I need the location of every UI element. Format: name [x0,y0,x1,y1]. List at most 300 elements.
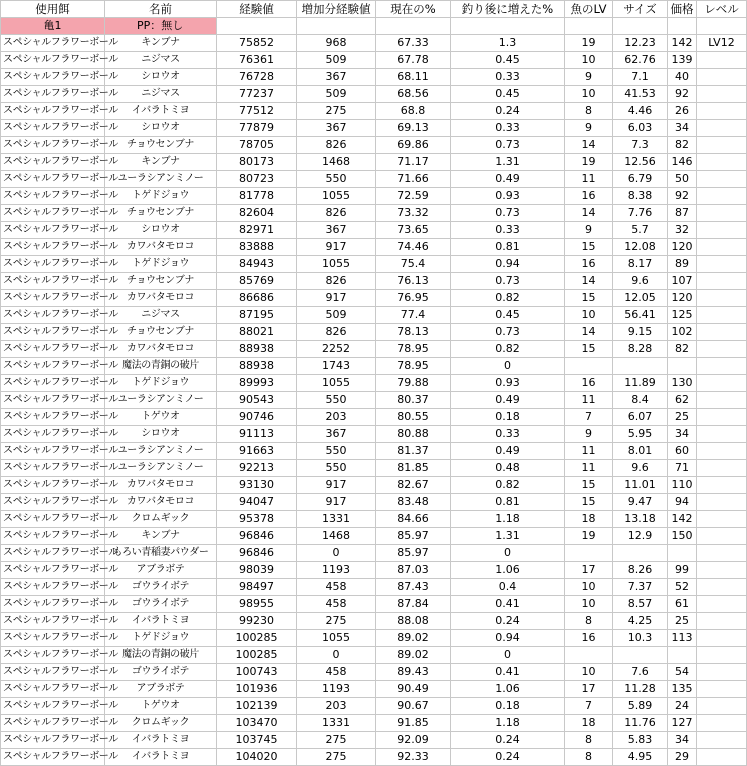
cell-exp-gain[interactable]: 1331 [297,511,376,528]
cell-pct-increase[interactable]: 0.24 [451,103,565,120]
cell-price[interactable]: 102 [668,324,697,341]
cell-name[interactable]: ニジマス [105,86,217,103]
cell-exp-gain[interactable]: 275 [297,732,376,749]
cell-bait[interactable]: スペシャルフラワーボール [1,749,105,766]
cell-exp-gain[interactable]: 1331 [297,715,376,732]
cell-current-pct[interactable]: 88.08 [376,613,451,630]
cell-size[interactable]: 9.47 [613,494,668,511]
cell-fish-lv[interactable]: 15 [565,341,613,358]
cell-level[interactable] [697,443,747,460]
cell-fish-lv[interactable]: 18 [565,511,613,528]
cell-exp[interactable]: 103745 [217,732,297,749]
cell-price[interactable] [668,545,697,562]
cell-exp[interactable]: 83888 [217,239,297,256]
header-cell-exp[interactable]: 経験値 [217,1,297,18]
cell-price[interactable]: 32 [668,222,697,239]
cell-price[interactable]: 29 [668,749,697,766]
cell-bait[interactable]: スペシャルフラワーボール [1,205,105,222]
cell-name[interactable]: カワバタモロコ [105,290,217,307]
cell-fish-lv[interactable]: 14 [565,205,613,222]
cell-fish-lv[interactable]: 19 [565,528,613,545]
cell-level[interactable] [697,409,747,426]
cell-name[interactable]: カワバタモロコ [105,477,217,494]
cell-size[interactable]: 12.56 [613,154,668,171]
cell-name[interactable]: もろい青稲妻パウダー [105,545,217,562]
cell-level[interactable] [697,205,747,222]
cell-current-pct[interactable]: 73.65 [376,222,451,239]
cell-size[interactable]: 41.53 [613,86,668,103]
cell-fish-lv[interactable]: 14 [565,324,613,341]
cell-level[interactable] [697,239,747,256]
cell-size[interactable]: 62.76 [613,52,668,69]
cell-price[interactable]: 60 [668,443,697,460]
cell-price[interactable] [668,358,697,375]
cell-current-pct[interactable]: 67.78 [376,52,451,69]
cell-pct-increase[interactable]: 0.73 [451,137,565,154]
cell-level[interactable] [697,460,747,477]
cell-size[interactable]: 8.38 [613,188,668,205]
cell-fish-lv[interactable]: 17 [565,681,613,698]
cell-exp[interactable]: 104020 [217,749,297,766]
cell-exp[interactable]: 99230 [217,613,297,630]
cell-fish-lv[interactable]: 8 [565,103,613,120]
cell-pct-increase[interactable]: 0.93 [451,188,565,205]
cell-bait[interactable]: スペシャルフラワーボール [1,341,105,358]
cell-exp[interactable]: 91113 [217,426,297,443]
cell-pct-increase[interactable]: 1.18 [451,715,565,732]
cell-current-pct[interactable]: 74.46 [376,239,451,256]
cell-bait[interactable]: スペシャルフラワーボール [1,630,105,647]
cell-exp[interactable]: 90746 [217,409,297,426]
cell-bait[interactable]: スペシャルフラワーボール [1,392,105,409]
cell-fish-lv[interactable]: 9 [565,222,613,239]
cell-level[interactable] [697,545,747,562]
cell-price[interactable]: 127 [668,715,697,732]
cell-bait[interactable]: スペシャルフラワーボール [1,239,105,256]
cell-exp-gain[interactable]: 968 [297,35,376,52]
cell-level[interactable] [697,715,747,732]
cell-price[interactable]: 135 [668,681,697,698]
cell-bait[interactable]: スペシャルフラワーボール [1,52,105,69]
cell-bait[interactable]: スペシャルフラワーボール [1,86,105,103]
cell-pct-increase[interactable]: 0.18 [451,698,565,715]
cell-level[interactable] [697,681,747,698]
cell-pct-increase[interactable]: 1.06 [451,681,565,698]
cell-fish-lv[interactable]: 10 [565,307,613,324]
cell-current-pct[interactable]: 89.02 [376,630,451,647]
cell-name[interactable]: ニジマス [105,307,217,324]
cell-level[interactable] [697,69,747,86]
cell-current-pct[interactable]: 80.37 [376,392,451,409]
cell-size[interactable]: 8.4 [613,392,668,409]
cell-exp[interactable]: 102139 [217,698,297,715]
cell-size[interactable]: 8.28 [613,341,668,358]
cell-fish-lv[interactable]: 14 [565,137,613,154]
cell-price[interactable]: 94 [668,494,697,511]
cell-name[interactable]: ユーラシアンミノー [105,460,217,477]
cell-size[interactable]: 7.37 [613,579,668,596]
cell-pct-increase[interactable]: 0.81 [451,239,565,256]
cell-level[interactable] [697,749,747,766]
cell-pct-increase[interactable]: 1.31 [451,154,565,171]
cell-price[interactable]: 89 [668,256,697,273]
cell-name[interactable]: ユーラシアンミノー [105,171,217,188]
cell-price[interactable]: 82 [668,341,697,358]
cell-fish-lv[interactable]: 16 [565,630,613,647]
cell-current-pct[interactable]: 90.49 [376,681,451,698]
cell-exp-gain[interactable]: 1055 [297,188,376,205]
cell-pct-increase[interactable]: 0.41 [451,596,565,613]
cell-exp[interactable]: 94047 [217,494,297,511]
cell-pct-increase[interactable]: 0.82 [451,341,565,358]
empty-cell[interactable] [613,18,668,35]
cell-pct-increase[interactable]: 0.94 [451,256,565,273]
cell-exp-gain[interactable]: 275 [297,613,376,630]
cell-fish-lv[interactable]: 10 [565,596,613,613]
cell-bait[interactable]: スペシャルフラワーボール [1,188,105,205]
cell-current-pct[interactable]: 75.4 [376,256,451,273]
cell-size[interactable] [613,358,668,375]
cell-name[interactable]: カワバタモロコ [105,239,217,256]
cell-pct-increase[interactable]: 0.49 [451,392,565,409]
cell-exp[interactable]: 82971 [217,222,297,239]
cell-exp[interactable]: 78705 [217,137,297,154]
cell-current-pct[interactable]: 73.32 [376,205,451,222]
cell-exp-gain[interactable]: 550 [297,443,376,460]
cell-current-pct[interactable]: 92.33 [376,749,451,766]
cell-current-pct[interactable]: 71.17 [376,154,451,171]
header-cell-bait[interactable]: 使用餌 [1,1,105,18]
cell-size[interactable]: 7.1 [613,69,668,86]
cell-current-pct[interactable]: 67.33 [376,35,451,52]
cell-name[interactable]: チョウセンブナ [105,324,217,341]
cell-bait[interactable]: スペシャルフラワーボール [1,528,105,545]
cell-name[interactable]: トゲウオ [105,409,217,426]
cell-price[interactable]: 25 [668,613,697,630]
cell-fish-lv[interactable]: 7 [565,698,613,715]
cell-price[interactable]: 62 [668,392,697,409]
cell-bait[interactable]: スペシャルフラワーボール [1,511,105,528]
empty-cell[interactable] [376,18,451,35]
cell-name[interactable]: チョウセンブナ [105,137,217,154]
cell-current-pct[interactable]: 76.95 [376,290,451,307]
cell-bait[interactable]: スペシャルフラワーボール [1,358,105,375]
cell-bait[interactable]: スペシャルフラワーボール [1,307,105,324]
cell-name[interactable]: トゲドジョウ [105,375,217,392]
cell-fish-lv[interactable]: 18 [565,715,613,732]
cell-exp[interactable]: 91663 [217,443,297,460]
cell-price[interactable]: 50 [668,171,697,188]
cell-fish-lv[interactable]: 19 [565,154,613,171]
cell-price[interactable]: 142 [668,511,697,528]
cell-name[interactable]: トゲドジョウ [105,256,217,273]
cell-price[interactable]: 130 [668,375,697,392]
cell-bait[interactable]: スペシャルフラワーボール [1,579,105,596]
cell-exp[interactable]: 88021 [217,324,297,341]
cell-fish-lv[interactable]: 19 [565,35,613,52]
cell-level[interactable] [697,290,747,307]
cell-exp-gain[interactable]: 826 [297,273,376,290]
cell-exp-gain[interactable]: 1193 [297,562,376,579]
cell-level[interactable] [697,341,747,358]
cell-price[interactable]: 34 [668,732,697,749]
cell-size[interactable]: 5.7 [613,222,668,239]
cell-exp[interactable]: 98955 [217,596,297,613]
cell-price[interactable]: 34 [668,426,697,443]
cell-current-pct[interactable]: 89.43 [376,664,451,681]
cell-exp[interactable]: 100285 [217,647,297,664]
cell-current-pct[interactable]: 83.48 [376,494,451,511]
cell-name[interactable]: シロウオ [105,426,217,443]
cell-fish-lv[interactable]: 10 [565,664,613,681]
cell-name[interactable]: ゴウライボテ [105,664,217,681]
cell-pct-increase[interactable]: 0.45 [451,52,565,69]
cell-price[interactable]: 24 [668,698,697,715]
cell-fish-lv[interactable]: 15 [565,494,613,511]
cell-level[interactable] [697,103,747,120]
cell-bait[interactable]: スペシャルフラワーボール [1,647,105,664]
cell-level[interactable] [697,256,747,273]
cell-bait[interactable]: スペシャルフラワーボール [1,69,105,86]
cell-exp[interactable]: 85769 [217,273,297,290]
cell-price[interactable]: 40 [668,69,697,86]
cell-name[interactable]: クロムギック [105,715,217,732]
cell-current-pct[interactable]: 69.13 [376,120,451,137]
cell-pct-increase[interactable]: 1.31 [451,528,565,545]
cell-exp[interactable]: 75852 [217,35,297,52]
cell-pct-increase[interactable]: 0.33 [451,222,565,239]
cell-bait[interactable]: スペシャルフラワーボール [1,477,105,494]
cell-name[interactable]: キンブナ [105,154,217,171]
cell-bait[interactable]: スペシャルフラワーボール [1,562,105,579]
cell-exp-gain[interactable]: 275 [297,749,376,766]
cell-pct-increase[interactable]: 0.45 [451,307,565,324]
cell-pct-increase[interactable]: 0.24 [451,613,565,630]
info-cell-left[interactable]: 亀1 [1,18,105,35]
empty-cell[interactable] [451,18,565,35]
cell-exp-gain[interactable]: 1055 [297,375,376,392]
cell-current-pct[interactable]: 71.66 [376,171,451,188]
cell-name[interactable]: キンブナ [105,35,217,52]
cell-bait[interactable]: スペシャルフラワーボール [1,715,105,732]
cell-exp[interactable]: 76728 [217,69,297,86]
cell-exp-gain[interactable]: 1055 [297,256,376,273]
cell-size[interactable]: 7.3 [613,137,668,154]
cell-level[interactable] [697,647,747,664]
cell-level[interactable] [697,375,747,392]
cell-bait[interactable]: スペシャルフラワーボール [1,137,105,154]
cell-exp[interactable]: 84943 [217,256,297,273]
cell-size[interactable]: 4.95 [613,749,668,766]
cell-size[interactable]: 11.89 [613,375,668,392]
cell-exp-gain[interactable]: 367 [297,426,376,443]
cell-exp-gain[interactable]: 550 [297,171,376,188]
cell-bait[interactable]: スペシャルフラワーボール [1,732,105,749]
cell-current-pct[interactable]: 76.13 [376,273,451,290]
cell-fish-lv[interactable]: 8 [565,613,613,630]
cell-price[interactable]: 34 [668,120,697,137]
cell-exp[interactable]: 77879 [217,120,297,137]
cell-exp-gain[interactable]: 826 [297,205,376,222]
cell-exp[interactable]: 77237 [217,86,297,103]
cell-level[interactable] [697,154,747,171]
cell-bait[interactable]: スペシャルフラワーボール [1,460,105,477]
cell-price[interactable]: 71 [668,460,697,477]
cell-level[interactable] [697,86,747,103]
cell-exp[interactable]: 81778 [217,188,297,205]
cell-price[interactable]: 139 [668,52,697,69]
cell-name[interactable]: シロウオ [105,222,217,239]
cell-current-pct[interactable]: 89.02 [376,647,451,664]
cell-fish-lv[interactable]: 8 [565,732,613,749]
cell-name[interactable]: カワバタモロコ [105,341,217,358]
cell-price[interactable]: 142 [668,35,697,52]
empty-cell[interactable] [697,18,747,35]
cell-price[interactable]: 120 [668,290,697,307]
header-cell-exp-gain[interactable]: 増加分経験値 [297,1,376,18]
header-cell-current-pct[interactable]: 現在の% [376,1,451,18]
cell-bait[interactable]: スペシャルフラワーボール [1,613,105,630]
cell-pct-increase[interactable]: 0 [451,545,565,562]
cell-exp-gain[interactable]: 509 [297,86,376,103]
cell-bait[interactable]: スペシャルフラワーボール [1,409,105,426]
cell-bait[interactable]: スペシャルフラワーボール [1,324,105,341]
cell-level[interactable] [697,171,747,188]
cell-fish-lv[interactable]: 11 [565,392,613,409]
cell-bait[interactable]: スペシャルフラワーボール [1,290,105,307]
cell-level[interactable] [697,664,747,681]
cell-price[interactable]: 92 [668,86,697,103]
cell-level[interactable] [697,562,747,579]
cell-current-pct[interactable]: 92.09 [376,732,451,749]
cell-exp[interactable]: 89993 [217,375,297,392]
cell-exp-gain[interactable]: 458 [297,579,376,596]
cell-bait[interactable]: スペシャルフラワーボール [1,222,105,239]
cell-level[interactable] [697,137,747,154]
cell-size[interactable]: 10.3 [613,630,668,647]
cell-fish-lv[interactable]: 9 [565,69,613,86]
cell-current-pct[interactable]: 68.11 [376,69,451,86]
cell-size[interactable]: 7.6 [613,664,668,681]
cell-exp[interactable]: 98497 [217,579,297,596]
cell-name[interactable]: ユーラシアンミノー [105,443,217,460]
cell-name[interactable]: クロムギック [105,511,217,528]
cell-pct-increase[interactable]: 0.93 [451,375,565,392]
empty-cell[interactable] [668,18,697,35]
cell-price[interactable]: 52 [668,579,697,596]
cell-exp[interactable]: 88938 [217,358,297,375]
cell-name[interactable]: イバラトミヨ [105,749,217,766]
cell-pct-increase[interactable]: 0.73 [451,205,565,222]
cell-size[interactable]: 7.76 [613,205,668,222]
cell-price[interactable]: 87 [668,205,697,222]
cell-level[interactable] [697,120,747,137]
cell-name[interactable]: トゲドジョウ [105,188,217,205]
cell-fish-lv[interactable]: 10 [565,579,613,596]
cell-price[interactable]: 54 [668,664,697,681]
cell-exp-gain[interactable]: 2252 [297,341,376,358]
cell-pct-increase[interactable]: 0.48 [451,460,565,477]
cell-bait[interactable]: スペシャルフラワーボール [1,596,105,613]
cell-level[interactable] [697,426,747,443]
cell-name[interactable]: ユーラシアンミノー [105,392,217,409]
cell-size[interactable]: 5.83 [613,732,668,749]
cell-size[interactable]: 6.79 [613,171,668,188]
cell-name[interactable]: チョウセンブナ [105,205,217,222]
cell-size[interactable]: 11.01 [613,477,668,494]
cell-price[interactable]: 92 [668,188,697,205]
cell-current-pct[interactable]: 79.88 [376,375,451,392]
cell-current-pct[interactable]: 78.95 [376,358,451,375]
cell-fish-lv[interactable]: 16 [565,256,613,273]
empty-cell[interactable] [297,18,376,35]
cell-pct-increase[interactable]: 0.41 [451,664,565,681]
cell-name[interactable]: チョウセンブナ [105,273,217,290]
cell-size[interactable]: 8.57 [613,596,668,613]
cell-pct-increase[interactable]: 0.49 [451,171,565,188]
cell-size[interactable]: 8.26 [613,562,668,579]
cell-exp-gain[interactable]: 509 [297,307,376,324]
cell-level[interactable] [697,579,747,596]
cell-size[interactable]: 9.6 [613,273,668,290]
cell-fish-lv[interactable]: 16 [565,188,613,205]
cell-fish-lv[interactable]: 16 [565,375,613,392]
cell-fish-lv[interactable]: 15 [565,239,613,256]
cell-pct-increase[interactable]: 0.82 [451,290,565,307]
cell-fish-lv[interactable]: 11 [565,443,613,460]
cell-fish-lv[interactable]: 10 [565,52,613,69]
cell-exp[interactable]: 77512 [217,103,297,120]
cell-exp-gain[interactable]: 1468 [297,528,376,545]
cell-current-pct[interactable]: 85.97 [376,545,451,562]
cell-exp-gain[interactable]: 550 [297,460,376,477]
cell-current-pct[interactable]: 80.88 [376,426,451,443]
cell-size[interactable]: 5.89 [613,698,668,715]
cell-level[interactable] [697,307,747,324]
cell-current-pct[interactable]: 78.13 [376,324,451,341]
cell-pct-increase[interactable]: 1.3 [451,35,565,52]
cell-exp-gain[interactable]: 917 [297,239,376,256]
cell-fish-lv[interactable]: 15 [565,290,613,307]
cell-price[interactable]: 82 [668,137,697,154]
cell-exp[interactable]: 80723 [217,171,297,188]
cell-level[interactable] [697,630,747,647]
cell-fish-lv[interactable]: 8 [565,749,613,766]
cell-pct-increase[interactable]: 0.24 [451,749,565,766]
cell-pct-increase[interactable]: 0.45 [451,86,565,103]
cell-exp-gain[interactable]: 917 [297,477,376,494]
cell-pct-increase[interactable]: 0.73 [451,324,565,341]
cell-bait[interactable]: スペシャルフラワーボール [1,681,105,698]
cell-current-pct[interactable]: 68.8 [376,103,451,120]
cell-name[interactable]: イバラトミヨ [105,613,217,630]
cell-pct-increase[interactable]: 0.33 [451,426,565,443]
cell-bait[interactable]: スペシャルフラワーボール [1,154,105,171]
header-cell-name[interactable]: 名前 [105,1,217,18]
cell-exp-gain[interactable]: 203 [297,698,376,715]
header-cell-pct-increase[interactable]: 釣り後に増えた% [451,1,565,18]
empty-cell[interactable] [565,18,613,35]
cell-price[interactable]: 25 [668,409,697,426]
cell-bait[interactable]: スペシャルフラワーボール [1,443,105,460]
cell-exp-gain[interactable]: 203 [297,409,376,426]
cell-exp[interactable]: 96846 [217,545,297,562]
cell-bait[interactable]: スペシャルフラワーボール [1,171,105,188]
cell-level[interactable] [697,528,747,545]
cell-pct-increase[interactable]: 0 [451,358,565,375]
cell-pct-increase[interactable]: 0.24 [451,732,565,749]
cell-level[interactable] [697,494,747,511]
